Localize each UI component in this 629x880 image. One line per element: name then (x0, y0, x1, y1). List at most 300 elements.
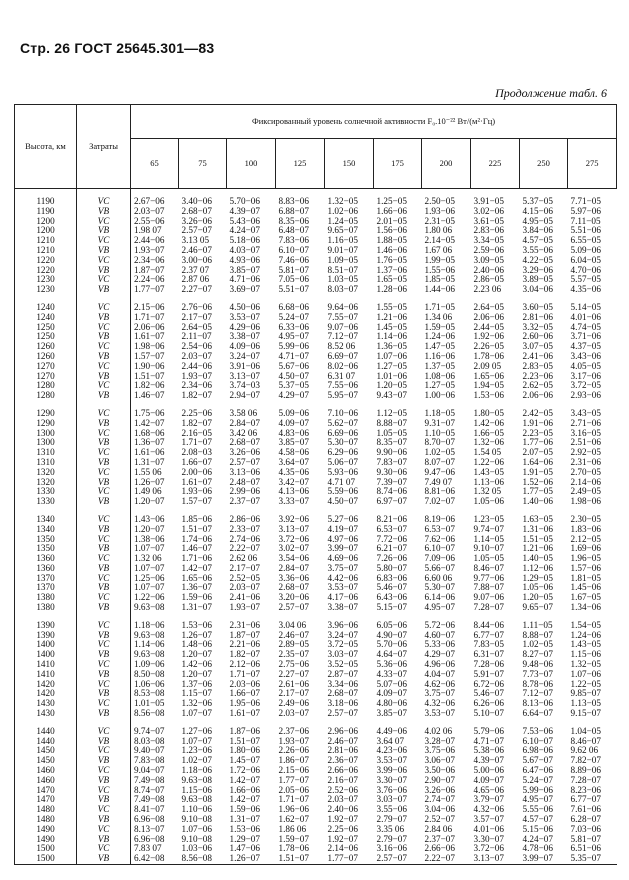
value-cell: 3.03−07 (327, 649, 358, 660)
value-cell: 4.71−06 (229, 274, 260, 285)
value-cell: 2.16−05 (181, 427, 212, 438)
cost-type-cell: VB (77, 478, 131, 488)
value-cell: 3.30−07 (376, 774, 407, 785)
value-cell: 1.99−05 (424, 254, 455, 265)
value-cell: 6.21−07 (376, 543, 407, 554)
value-cell: 9.63−08 (181, 794, 212, 805)
cost-type-cell: VB (77, 525, 131, 535)
height-cell: 1460 (15, 766, 77, 776)
height-cell: 1410 (15, 660, 77, 670)
value-cell: 5.51−06 (570, 225, 601, 236)
value-cell: 2.23−06 (522, 370, 553, 381)
value-cell: 5.07−06 (376, 678, 407, 689)
value-cell: 1.53−06 (229, 823, 260, 834)
value-cell: 1.46−07 (181, 543, 212, 554)
value-cell: 3.32−05 (522, 321, 553, 332)
value-cell: 4.95−07 (522, 794, 553, 805)
value-cell: 5.46−07 (376, 582, 407, 593)
value-cell: 6.88−07 (278, 205, 309, 216)
value-cell: 2.86−05 (473, 274, 504, 285)
value-cell: 1.31−06 (522, 523, 553, 534)
value-cell: 5.67−06 (278, 360, 309, 371)
value-cell: 3.43−06 (570, 350, 601, 361)
value-cell: 1.67 06 (424, 244, 453, 255)
value-cell: 7.88−07 (473, 582, 504, 593)
value-cell: 5.81−07 (278, 264, 309, 275)
value-cell: 1.07−07 (181, 735, 212, 746)
value-cell: 8.78−06 (522, 678, 553, 689)
value-cell: 5.99−06 (278, 341, 309, 352)
value-cell: 1.12−05 (376, 407, 407, 418)
value-cell: 1.82−07 (181, 390, 212, 401)
value-cell: 8.27−07 (522, 649, 553, 660)
value-cell: 9.63−08 (134, 602, 165, 613)
value-cell: 6.98−06 (522, 745, 553, 756)
value-cell: 1.83−06 (570, 523, 601, 534)
value-cell: 6.29−06 (327, 447, 358, 458)
value-cell: 3.74−03 (229, 380, 260, 391)
value-cell: 1.20−07 (181, 668, 212, 679)
value-cell: 6.33−06 (278, 321, 309, 332)
value-cell: 2.42−05 (522, 407, 553, 418)
value-cell: 1.16−05 (327, 235, 358, 246)
value-cell: 7.83−06 (278, 235, 309, 246)
value-cell: 1.56−06 (376, 225, 407, 236)
table-body (15, 189, 617, 865)
value-cell: 4.39−07 (473, 755, 504, 766)
value-cell: 3.03−07 (376, 794, 407, 805)
value-cell: 4.22−05 (522, 254, 553, 265)
value-cell: 1.64−06 (522, 456, 553, 467)
value-cell: 2.25−06 (181, 407, 212, 418)
value-cell: 2.01−05 (376, 215, 407, 226)
value-cell: 2.60−06 (522, 331, 553, 342)
value-cell: 1.52−06 (522, 476, 553, 487)
height-cell: 1250 (15, 332, 77, 342)
cost-type-cell: VC (77, 574, 131, 584)
value-cell: 9.77−06 (473, 572, 504, 583)
value-cell: 5.18−06 (229, 235, 260, 246)
cost-type-cell: VC (77, 805, 131, 815)
cost-type-cell: VB (77, 246, 131, 256)
value-cell: 2.21−06 (229, 639, 260, 650)
cost-type-cell: VC (77, 275, 131, 285)
value-cell: 2.09 05 (473, 360, 502, 371)
value-cell: 1.55 06 (134, 466, 162, 477)
value-cell: 1.14−06 (134, 639, 165, 650)
height-cell: 1450 (15, 756, 77, 766)
height-cell: 1420 (15, 680, 77, 690)
value-cell: 3.57−07 (473, 814, 504, 825)
value-cell: 9.10−08 (181, 833, 212, 844)
height-cell: 1350 (15, 535, 77, 545)
value-cell: 2.34−06 (134, 254, 165, 265)
value-cell: 4.42−06 (327, 572, 358, 583)
value-cell: 1.51−07 (134, 370, 165, 381)
value-cell: 1.32−05 (327, 196, 358, 206)
value-cell: 1.24−06 (570, 629, 601, 640)
height-cell: 1490 (15, 835, 77, 845)
value-cell: 1.20−05 (522, 592, 553, 603)
height-cell: 1220 (15, 256, 77, 266)
value-cell: 8.52 06 (327, 341, 356, 352)
value-cell: 2.06−06 (473, 311, 504, 322)
value-cell: 1.22−05 (570, 678, 601, 689)
height-cell: 1350 (15, 544, 77, 554)
value-cell: 2.70−05 (570, 466, 601, 477)
value-cell: 2.99−06 (229, 486, 260, 497)
value-cell: 6.10−07 (424, 543, 455, 554)
value-cell: 2.03−07 (181, 350, 212, 361)
value-cell: 1.78−06 (278, 843, 309, 854)
value-cell: 7.72−06 (376, 533, 407, 544)
value-cell: 2.37−07 (229, 496, 260, 507)
cost-type-cell: VC (77, 409, 131, 419)
value-cell: 8.88−07 (522, 629, 553, 640)
value-cell: 1.05−06 (522, 582, 553, 593)
value-cell: 1.47−05 (424, 341, 455, 352)
value-cell: 7.28−07 (570, 774, 601, 785)
value-cell: 1.27−06 (181, 725, 212, 736)
value-cell: 3.71−06 (570, 331, 601, 342)
value-cell: 3.36−06 (278, 572, 309, 583)
value-cell: 1.98−06 (134, 341, 165, 352)
value-cell: 1.77−07 (134, 284, 165, 295)
cost-type-cell: VC (77, 487, 131, 497)
value-cell: 2.62 06 (229, 553, 258, 564)
value-cell: 3.13−07 (471, 854, 520, 864)
value-cell: 3.91−05 (473, 196, 504, 206)
value-cell: 3.60−05 (522, 301, 553, 312)
value-cell: 1.57−06 (570, 562, 601, 573)
value-cell: 2.27−07 (181, 284, 212, 295)
value-cell: 2.67−06 (134, 196, 165, 206)
value-cell: 3.53−07 (229, 311, 260, 322)
value-cell: 1.14−06 (376, 331, 407, 342)
value-cell: 6.60 06 (424, 572, 453, 583)
value-cell: 2.68−07 (229, 437, 260, 448)
value-cell: 3.42 06 (229, 427, 258, 438)
value-cell: 9.40−07 (134, 745, 165, 756)
value-cell: 2.40−06 (327, 804, 358, 815)
value-cell: 5.43−06 (229, 215, 260, 226)
value-cell: 5.10−07 (473, 708, 504, 719)
height-cell: 1210 (15, 236, 77, 246)
value-cell: 1.07−06 (181, 823, 212, 834)
value-cell: 2.81−06 (522, 311, 553, 322)
height-cell: 1190 (15, 189, 77, 207)
value-cell: 3.18−06 (327, 698, 358, 709)
value-cell: 1.81−05 (570, 572, 601, 583)
value-cell: 8.13−07 (134, 823, 165, 834)
value-cell: 2.57−07 (278, 602, 309, 613)
value-cell: 3.35 06 (376, 823, 405, 834)
value-cell: 1.51−07 (229, 735, 260, 746)
height-cell: 1190 (15, 207, 77, 217)
cost-type-cell: VC (77, 342, 131, 352)
value-cell: 9.01−07 (327, 244, 358, 255)
value-cell: 1.71−07 (134, 311, 165, 322)
value-cell: 6.48−07 (278, 225, 309, 236)
cost-type-cell: VB (77, 709, 131, 719)
height-cell: 1440 (15, 737, 77, 747)
value-cell: 1.59−06 (229, 804, 260, 815)
value-cell: 1.25−06 (134, 572, 165, 583)
value-cell: 5.70−06 (229, 196, 260, 206)
value-cell: 3.76−06 (376, 784, 407, 795)
value-cell: 5.15−07 (376, 602, 407, 613)
height-cell: 1310 (15, 448, 77, 458)
value-cell: 1.71−07 (181, 437, 212, 448)
value-cell: 1.44−06 (424, 284, 455, 295)
value-cell: 4.33−07 (376, 668, 407, 679)
value-cell: 3.85−07 (229, 264, 260, 275)
value-cell: 2.33−07 (229, 523, 260, 534)
height-cell: 1280 (15, 391, 77, 401)
value-cell: 1.72−06 (229, 765, 260, 776)
value-cell: 2.24−06 (134, 274, 165, 285)
value-cell: 3.72−06 (278, 533, 309, 544)
value-cell: 3.99−06 (376, 765, 407, 776)
value-cell: 1.07−07 (134, 562, 165, 573)
cost-type-cell: VC (77, 554, 131, 564)
value-cell: 3.26−06 (229, 447, 260, 458)
value-cell: 3.33−07 (278, 496, 309, 507)
value-cell: 1.71−07 (278, 794, 309, 805)
value-cell: 9.10−08 (181, 814, 212, 825)
value-cell: 1.85−06 (181, 513, 212, 524)
value-cell: 2.03−07 (229, 582, 260, 593)
value-cell: 3.24−07 (229, 350, 260, 361)
value-cell: 2.66−06 (327, 765, 358, 776)
value-cell: 1.71−06 (181, 553, 212, 564)
value-cell: 2.55−06 (134, 215, 165, 226)
value-cell: 1.54 05 (473, 447, 502, 458)
value-cell: 1.62−07 (278, 814, 309, 825)
value-cell: 2.68−07 (181, 205, 212, 216)
cost-type-cell: VC (77, 660, 131, 670)
cost-type-cell: VB (77, 670, 131, 680)
value-cell: 1.07−06 (570, 668, 601, 679)
value-cell: 7.46−06 (278, 254, 309, 265)
value-cell: 6.96−08 (134, 814, 165, 825)
cost-type-cell: VB (77, 285, 131, 295)
value-cell: 9.74−07 (134, 725, 165, 736)
value-cell: 1.29−07 (229, 833, 260, 844)
value-cell: 1.66−06 (376, 205, 407, 216)
value-cell: 5.81−07 (570, 833, 601, 844)
value-cell: 1.87−07 (229, 629, 260, 640)
value-cell: 1.02−06 (327, 205, 358, 216)
value-cell: 3.26−06 (181, 215, 212, 226)
value-cell: 8.89−06 (570, 765, 601, 776)
value-cell: 1.92−07 (327, 814, 358, 825)
value-cell: 4.57−07 (522, 814, 553, 825)
level-header: 200 (422, 139, 471, 189)
value-cell: 2.74−07 (424, 794, 455, 805)
height-cell: 1230 (15, 285, 77, 295)
value-cell: 8.56−08 (134, 708, 165, 719)
value-cell: 4.01−06 (570, 311, 601, 322)
value-cell: 2.87−07 (327, 668, 358, 679)
value-cell: 3.13−06 (229, 466, 260, 477)
value-cell: 4.09−07 (376, 688, 407, 699)
value-cell: 5.91−07 (473, 668, 504, 679)
value-cell: 1.36−05 (376, 341, 407, 352)
value-cell: 1.42−06 (473, 417, 504, 428)
value-cell: 6.26−06 (473, 698, 504, 709)
cost-type-cell: VC (77, 515, 131, 525)
value-cell: 8.88−07 (376, 417, 407, 428)
value-cell: 5.67−07 (522, 755, 553, 766)
value-cell: 3.99−07 (327, 543, 358, 554)
value-cell: 2.22−07 (229, 543, 260, 554)
value-cell: 1.61−07 (181, 476, 212, 487)
height-cell: 1250 (15, 323, 77, 333)
value-cell: 1.71−07 (229, 668, 260, 679)
value-cell: 2.22−07 (422, 854, 471, 864)
height-cell: 1200 (15, 226, 77, 236)
value-cell: 3.72−05 (570, 380, 601, 391)
cost-type-cell: VC (77, 381, 131, 391)
value-cell: 1.02−05 (424, 447, 455, 458)
value-cell: 2.06−06 (522, 390, 553, 401)
value-cell: 5.24−07 (522, 774, 553, 785)
value-cell: 2.07−05 (522, 447, 553, 458)
value-cell: 3.75−07 (327, 562, 358, 573)
value-cell: 1.11−05 (522, 619, 553, 630)
value-cell: 2.79−07 (376, 833, 407, 844)
value-cell: 2.46−07 (181, 244, 212, 255)
value-cell: 1.18−06 (181, 765, 212, 776)
value-cell: 1.36−07 (181, 582, 212, 593)
value-cell: 5.15−06 (522, 823, 553, 834)
value-cell: 4.71−07 (278, 350, 309, 361)
cost-type-cell: VC (77, 468, 131, 478)
value-cell: 1.42−07 (229, 794, 260, 805)
value-cell: 1.16−06 (424, 350, 455, 361)
height-cell: 1450 (15, 746, 77, 756)
value-cell: 1.96−05 (570, 553, 601, 564)
value-cell: 1.05−05 (376, 427, 407, 438)
value-cell: 7.83−05 (473, 639, 504, 650)
value-cell: 4.69−06 (327, 553, 358, 564)
value-cell: 2.64−05 (181, 321, 212, 332)
value-cell: 1.93−07 (181, 370, 212, 381)
value-cell: 2.14−06 (570, 476, 601, 487)
value-cell: 2.48−07 (229, 476, 260, 487)
value-cell: 1.65−06 (181, 572, 212, 583)
value-cell: 4.13−06 (278, 486, 309, 497)
value-cell: 5.14−05 (570, 301, 601, 312)
value-cell: 2.46−07 (327, 735, 358, 746)
value-cell: 4.80−06 (376, 698, 407, 709)
value-cell: 3.13 05 (181, 235, 210, 246)
value-cell: 2.92−05 (570, 447, 601, 458)
value-cell: 8.13−06 (522, 698, 553, 709)
value-cell: 2.14−06 (327, 843, 358, 854)
value-cell: 2.44−06 (134, 235, 165, 246)
page-header: Стр. 26 ГОСТ 25645.301—83 (20, 40, 215, 56)
cost-type-cell: VC (77, 766, 131, 776)
value-cell: 6.69−06 (327, 427, 358, 438)
value-cell: 2.90−07 (424, 774, 455, 785)
value-cell: 1.53−06 (181, 619, 212, 630)
value-cell: 5.99−06 (522, 784, 553, 795)
value-cell: 8.51−07 (327, 264, 358, 275)
value-cell: 1.02−05 (522, 639, 553, 650)
value-cell: 1.57−07 (181, 496, 212, 507)
value-cell: 4.02 06 (424, 725, 453, 736)
cost-type-cell: VB (77, 544, 131, 554)
value-cell: 4.96−06 (424, 659, 455, 670)
value-cell: 6.05−06 (376, 619, 407, 630)
value-cell: 3.72−06 (473, 843, 504, 854)
table-row (15, 497, 617, 507)
cost-type-cell: VC (77, 640, 131, 650)
value-cell: 1.93−07 (278, 735, 309, 746)
value-cell: 1.51−07 (276, 854, 325, 864)
value-cell: 3.17−06 (570, 370, 601, 381)
value-cell: 5.30−07 (327, 437, 358, 448)
value-cell: 3.40−06 (181, 196, 212, 206)
value-cell: 1.20−07 (181, 649, 212, 660)
value-cell: 1.65−05 (376, 274, 407, 285)
value-cell: 1.80−05 (473, 407, 504, 418)
value-cell: 2.36−07 (327, 755, 358, 766)
value-cell: 6.10−07 (522, 735, 553, 746)
value-cell: 5.09−06 (570, 244, 601, 255)
value-cell: 1.09−06 (134, 659, 165, 670)
value-cell: 2.62−05 (522, 380, 553, 391)
value-cell: 1.07−07 (181, 708, 212, 719)
value-cell: 2.37−07 (424, 833, 455, 844)
value-cell: 4.35−06 (570, 284, 601, 295)
value-cell: 2.84−07 (278, 562, 309, 573)
value-cell: 1.59−05 (424, 321, 455, 332)
value-cell: 3.99−07 (520, 854, 568, 864)
value-cell: 8.53−08 (134, 688, 165, 699)
value-cell: 5.38−06 (473, 745, 504, 756)
cost-type-cell: VB (77, 207, 131, 217)
value-cell: 6.72−06 (473, 678, 504, 689)
value-cell: 1.01−06 (376, 370, 407, 381)
cost-type-cell: VC (77, 699, 131, 709)
value-cell: 1.47−06 (229, 843, 260, 854)
value-cell: 9.65−07 (522, 602, 553, 613)
value-cell: 1.77−07 (325, 854, 374, 864)
value-cell: 9.63−08 (134, 629, 165, 640)
value-cell: 5.46−07 (473, 688, 504, 699)
value-cell: 3.09−05 (473, 254, 504, 265)
value-cell: 1.06−06 (134, 678, 165, 689)
value-cell: 3.85−07 (376, 708, 407, 719)
value-cell: 2.71−06 (570, 417, 601, 428)
value-cell: 1.74−06 (181, 533, 212, 544)
height-cell: 1420 (15, 689, 77, 699)
value-cell: 2.94−07 (229, 390, 260, 401)
value-cell: 1.15−06 (181, 784, 212, 795)
value-cell: 1.25−05 (376, 196, 407, 206)
value-cell: 1.96−06 (278, 804, 309, 815)
value-cell: 1.66−07 (229, 688, 260, 699)
value-cell: 1.31−07 (134, 456, 165, 467)
value-cell: 2.83−06 (473, 225, 504, 236)
value-cell: 1.91−05 (522, 466, 553, 477)
level-header: 75 (179, 139, 227, 189)
height-cell: 1290 (15, 409, 77, 419)
value-cell: 1.37−06 (376, 264, 407, 275)
